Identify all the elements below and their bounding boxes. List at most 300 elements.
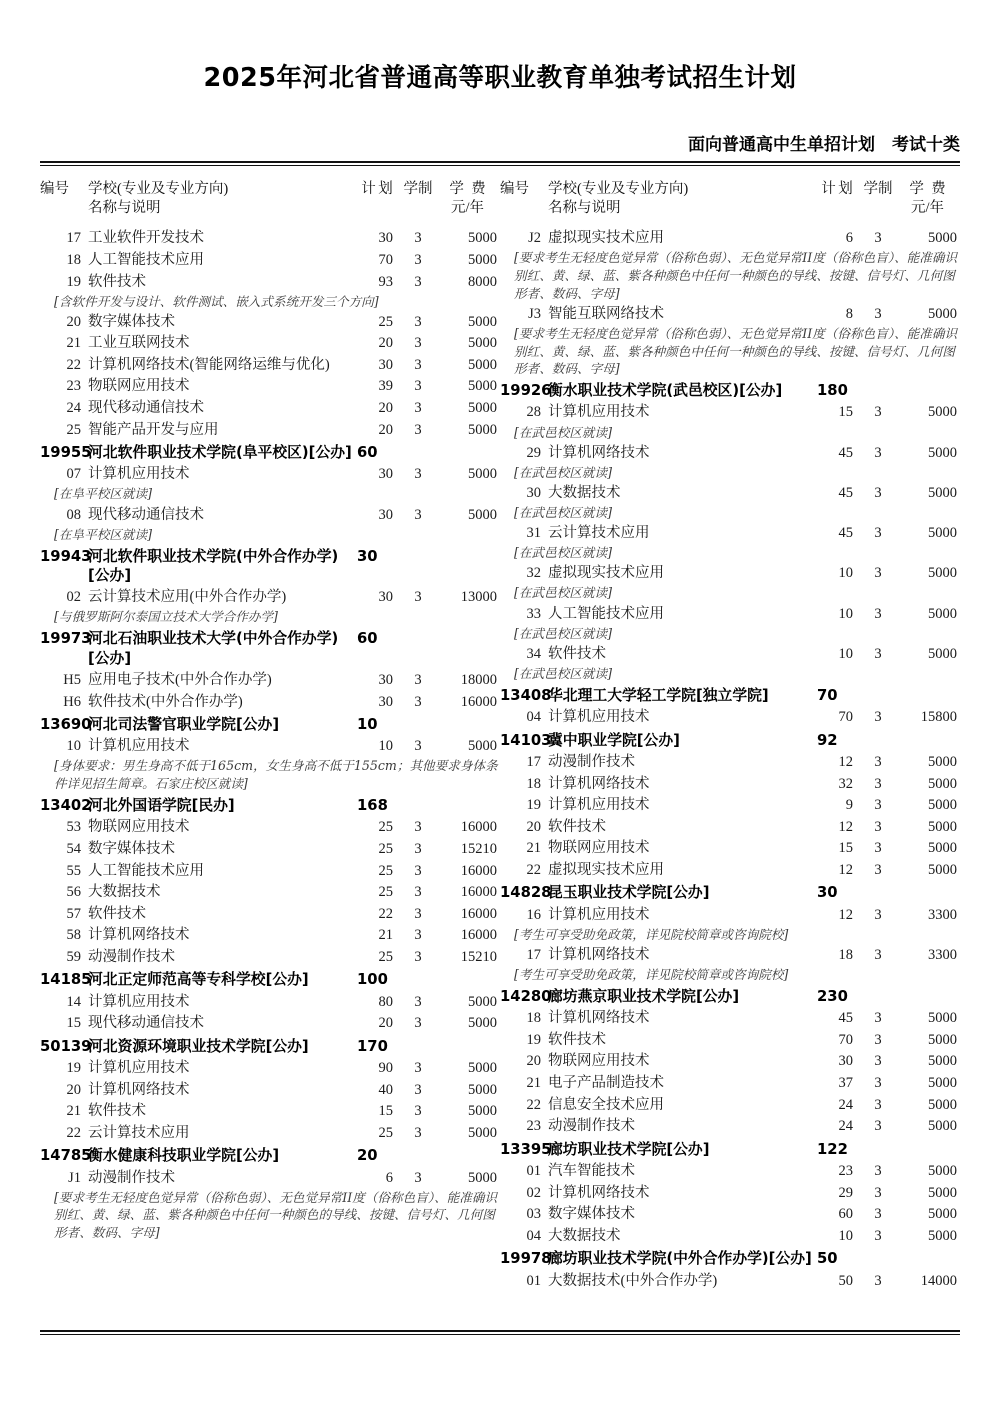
study-years: [861, 379, 895, 402]
plan-count: 9: [845, 797, 853, 814]
plan-count: 30: [378, 506, 393, 523]
major-code: 34: [526, 645, 541, 662]
tuition-fee: 5000: [468, 1169, 497, 1186]
plan-count: 20: [378, 421, 393, 438]
school-name: 昆玉职业技术学院[公办]: [548, 884, 710, 902]
major-row: [500, 707, 960, 729]
major-name: 应用电子技术(中外合作办学): [88, 671, 272, 688]
major-name: 计算机应用技术: [548, 906, 650, 923]
major-name: 云计算技术应用: [88, 1124, 190, 1141]
major-name: 计算机网络技术: [88, 1081, 190, 1098]
plan-table-left: [40, 174, 500, 1243]
major-code: 19: [66, 273, 81, 290]
tuition-fee: 5000: [928, 1227, 957, 1244]
study-years: 3: [414, 251, 422, 268]
header-name-line1: 学校(专业及专业方向): [548, 180, 689, 197]
study-years: 3: [414, 840, 422, 857]
tuition-fee: 5000: [468, 313, 497, 330]
study-years: 3: [874, 1206, 882, 1223]
tuition-fee: 5000: [468, 1060, 497, 1077]
study-years: [861, 1247, 895, 1270]
study-years: 3: [414, 1015, 422, 1032]
major-code: 29: [526, 444, 541, 461]
tuition-fee: 5000: [928, 1031, 957, 1048]
major-name: 现代移动通信技术: [88, 400, 204, 417]
major-name: 计算机应用技术: [548, 797, 650, 814]
major-row: [40, 838, 500, 860]
note-text: [在武邑校区就读]: [514, 424, 612, 440]
header-code: 编号: [40, 180, 69, 197]
tuition-fee: 5000: [468, 738, 497, 755]
tuition-fee: 16000: [460, 905, 497, 922]
header-name-line2: 名称与说明: [548, 199, 621, 216]
tuition-fee: 5000: [468, 1081, 497, 1098]
tuition-fee: 5000: [928, 861, 957, 878]
major-name: 动漫制作技术: [88, 1169, 175, 1186]
major-code: 07: [66, 466, 81, 483]
school-code: 50139: [40, 1037, 92, 1055]
major-name: 计算机网络技术: [88, 927, 190, 944]
major-code: 17: [66, 230, 81, 247]
tuition-fee: 5000: [928, 444, 957, 461]
major-row: [500, 816, 960, 838]
major-code: 01: [526, 1272, 541, 1289]
tuition-fee: 5000: [928, 230, 957, 247]
study-years: 3: [414, 1060, 422, 1077]
plan-count: 21: [378, 927, 393, 944]
study-years: 3: [414, 1169, 422, 1186]
plan-count: 8: [845, 305, 853, 322]
school-row: [500, 1247, 960, 1270]
major-row: [40, 946, 500, 968]
school-row: [40, 1144, 500, 1167]
note-row: [500, 544, 960, 563]
major-row: [500, 563, 960, 585]
major-row: [40, 333, 500, 355]
plan-rows-right: [500, 228, 960, 1292]
tuition-fee: 5000: [928, 1010, 957, 1027]
note-row: [500, 665, 960, 684]
study-years: 3: [874, 525, 882, 542]
study-years: 3: [414, 589, 422, 606]
study-years: 3: [414, 693, 422, 710]
study-years: 3: [414, 1081, 422, 1098]
major-code: 18: [526, 775, 541, 792]
header-name-line2: 名称与说明: [88, 199, 161, 216]
major-code: 19: [526, 797, 541, 814]
school-code: 19973: [40, 630, 92, 648]
major-name: 工业软件开发技术: [88, 230, 204, 247]
major-row: [500, 603, 960, 625]
major-name: 计算机应用技术: [548, 709, 650, 726]
plan-count: 30: [378, 356, 393, 373]
plan-count: 30: [838, 1053, 853, 1070]
major-name: 电子产品制造技术: [548, 1075, 664, 1092]
plan-count: 60: [838, 1206, 853, 1223]
tuition-fee: 15800: [920, 709, 957, 726]
school-code: 19943: [40, 547, 92, 565]
plan-count: 230: [817, 988, 848, 1006]
school-row: [40, 441, 500, 464]
plan-count: 30: [817, 884, 838, 902]
tuition-fee: 16000: [460, 819, 497, 836]
plan-count: 70: [378, 251, 393, 268]
major-row: [40, 991, 500, 1013]
note-row: [500, 424, 960, 443]
major-row: [500, 303, 960, 325]
plan-count: 50: [817, 1250, 838, 1268]
school-code: 19955: [40, 444, 92, 462]
footer-rule: [40, 1330, 960, 1335]
header-code: 编号: [500, 180, 529, 197]
note-text: [在武邑校区就读]: [514, 625, 612, 641]
tuition-fee: 5000: [928, 1206, 957, 1223]
major-name: 计算机应用技术: [548, 404, 650, 421]
note-row: [500, 625, 960, 644]
major-row: [500, 1008, 960, 1030]
plan-count: 24: [838, 1096, 853, 1113]
plan-count: 6: [385, 1169, 393, 1186]
major-code: 31: [526, 525, 541, 542]
plan-count: 25: [378, 840, 393, 857]
note-text: [在武邑校区就读]: [514, 665, 612, 681]
study-years: 3: [874, 444, 882, 461]
plan-count: 70: [838, 709, 853, 726]
tuition-fee: 5000: [928, 775, 957, 792]
study-years: 3: [874, 1096, 882, 1113]
major-code: 30: [526, 484, 541, 501]
study-years: 3: [874, 775, 882, 792]
school-row: [40, 1034, 500, 1057]
plan-count: 90: [378, 1060, 393, 1077]
major-name: 软件技术: [548, 1031, 606, 1048]
school-code: 19926: [500, 382, 552, 400]
study-years: 3: [874, 645, 882, 662]
tuition-fee: 5000: [928, 1053, 957, 1070]
major-row: [500, 228, 960, 250]
major-row: [40, 464, 500, 486]
school-code: 13402: [40, 797, 92, 815]
tuition-fee: 5000: [468, 1015, 497, 1032]
major-name: 数字媒体技术: [548, 1206, 635, 1223]
major-name: 计算机网络技术: [548, 444, 650, 461]
plan-count: 180: [817, 382, 848, 400]
school-name: 河北石油职业技术大学(中外合作办学)[公办]: [88, 630, 339, 667]
note-text: [考生可享受助免政策，详见院校简章或咨询院校]: [514, 926, 789, 942]
tuition-fee: 5000: [468, 421, 497, 438]
major-name: 物联网应用技术: [88, 819, 190, 836]
plan-count: 45: [838, 444, 853, 461]
table-header-row: [40, 174, 500, 228]
plan-count: 25: [378, 819, 393, 836]
major-code: 21: [526, 840, 541, 857]
tuition-fee: [895, 1247, 960, 1270]
plan-count: 10: [838, 605, 853, 622]
note-text: [在阜平校区就读]: [54, 526, 152, 542]
major-name: 软件技术: [548, 818, 606, 835]
school-name: 衡水健康科技职业学院[公办]: [88, 1147, 280, 1165]
tuition-fee: 5000: [928, 818, 957, 835]
school-name: 河北司法警官职业学院[公办]: [88, 716, 280, 734]
plan-count: 24: [838, 1118, 853, 1135]
study-years: [861, 728, 895, 751]
major-name: 软件技术: [88, 273, 146, 290]
major-row: [500, 442, 960, 464]
note-row: [500, 249, 960, 303]
major-code: 08: [66, 506, 81, 523]
study-years: 3: [874, 946, 882, 963]
header-name: [88, 174, 353, 228]
major-name: 云计算技术应用: [548, 525, 650, 542]
header-name-line1: 学校(专业及专业方向): [88, 180, 229, 197]
major-code: 24: [66, 400, 81, 417]
school-name: 河北资源环境职业技术学院[公办]: [88, 1037, 309, 1055]
study-years: 3: [874, 906, 882, 923]
major-row: [500, 1270, 960, 1292]
major-code: 20: [526, 818, 541, 835]
study-years: 3: [874, 840, 882, 857]
header-name: [548, 174, 813, 228]
major-name: 软件技术: [88, 1103, 146, 1120]
major-code: 20: [66, 1081, 81, 1098]
major-name: 动漫制作技术: [548, 753, 635, 770]
major-row: [40, 1058, 500, 1080]
study-years: [401, 627, 435, 669]
study-years: 3: [414, 819, 422, 836]
study-years: 3: [414, 273, 422, 290]
major-row: [40, 376, 500, 398]
major-code: 02: [526, 1184, 541, 1201]
plan-count: 29: [838, 1184, 853, 1201]
plan-count: 18: [838, 946, 853, 963]
school-row: [500, 985, 960, 1008]
plan-count: 25: [378, 313, 393, 330]
plan-count: 30: [378, 693, 393, 710]
study-years: [401, 1144, 435, 1167]
school-name: 冀中职业学院[公办]: [548, 731, 680, 749]
tuition-fee: 16000: [460, 693, 497, 710]
study-years: [401, 544, 435, 586]
tuition-fee: 5000: [468, 506, 497, 523]
tuition-fee: 5000: [928, 1118, 957, 1135]
plan-rows-left: [40, 228, 500, 1243]
major-name: 计算机应用技术: [88, 738, 190, 755]
tuition-fee: 5000: [468, 356, 497, 373]
study-years: [401, 968, 435, 991]
school-name: 廊坊职业技术学院[公办]: [548, 1140, 710, 1158]
note-row: [40, 293, 500, 312]
major-row: [500, 1094, 960, 1116]
major-name: 数字媒体技术: [88, 840, 175, 857]
school-code: 14185: [40, 971, 92, 989]
study-years: 3: [414, 993, 422, 1010]
tuition-fee: 5000: [468, 466, 497, 483]
study-years: 3: [414, 948, 422, 965]
major-code: 19: [66, 1060, 81, 1077]
plan-count: 70: [838, 1031, 853, 1048]
study-years: 3: [874, 404, 882, 421]
school-row: [500, 379, 960, 402]
plan-count: 25: [378, 1124, 393, 1141]
tuition-fee: 5000: [928, 484, 957, 501]
study-years: 3: [874, 861, 882, 878]
study-years: 3: [414, 356, 422, 373]
study-years: 3: [874, 484, 882, 501]
plan-count: 25: [378, 862, 393, 879]
major-row: [40, 311, 500, 333]
plan-count: 25: [378, 884, 393, 901]
study-years: 3: [874, 709, 882, 726]
tuition-fee: [435, 441, 500, 464]
tuition-fee: 5000: [928, 525, 957, 542]
major-name: 计算机网络技术(智能网络运维与优化): [88, 356, 330, 373]
plan-count: 45: [838, 525, 853, 542]
plan-count: 50: [838, 1272, 853, 1289]
study-years: 3: [874, 818, 882, 835]
plan-count: 15: [838, 404, 853, 421]
major-name: 工业互联网技术: [88, 335, 190, 352]
tuition-fee: 15210: [460, 948, 497, 965]
note-row: [40, 526, 500, 545]
major-row: [500, 402, 960, 424]
tuition-fee: 5000: [928, 1184, 957, 1201]
tuition-fee: [435, 1144, 500, 1167]
major-code: 04: [526, 1227, 541, 1244]
tuition-fee: 5000: [468, 993, 497, 1010]
major-name: 信息安全技术应用: [548, 1096, 664, 1113]
school-code: 14103: [500, 731, 552, 749]
header-years: 学制: [863, 180, 893, 197]
plan-subtitle: 面向普通高中生单招计划 考试十类: [688, 135, 960, 155]
study-years: 3: [414, 378, 422, 395]
major-code: 17: [526, 753, 541, 770]
header-fee-line1: 学 费: [449, 180, 486, 197]
study-years: 3: [874, 1031, 882, 1048]
plan-count: 30: [378, 466, 393, 483]
major-row: [500, 1029, 960, 1051]
tuition-fee: [895, 683, 960, 706]
major-row: [40, 504, 500, 526]
tuition-fee: 13000: [460, 589, 497, 606]
note-text: [要求考生无轻度色觉异常（俗称色弱）、无色觉异常II度（俗称色盲）、能准确识别红、黄、绿、蓝、紫各种颜色中任何一种颜色的导线、按键、信号灯、几何图形者、数码、字母]: [54, 1189, 498, 1240]
major-name: 计算机网络技术: [548, 1184, 650, 1201]
study-years: [861, 683, 895, 706]
school-row: [40, 713, 500, 736]
tuition-fee: 5000: [928, 565, 957, 582]
major-code: 03: [526, 1206, 541, 1223]
major-row: [500, 1225, 960, 1247]
tuition-fee: [895, 379, 960, 402]
major-name: 计算机应用技术: [88, 466, 190, 483]
plan-count: 20: [378, 335, 393, 352]
school-name: 河北软件职业技术学院(中外合作办学)[公办]: [88, 547, 339, 585]
major-code: 14: [66, 993, 81, 1010]
study-years: 3: [414, 905, 422, 922]
plan-count: 92: [817, 731, 838, 749]
major-name: 动漫制作技术: [88, 948, 175, 965]
major-code: 20: [66, 313, 81, 330]
school-name: 衡水职业技术学院(武邑校区)[公办]: [548, 382, 783, 400]
left-column: [40, 174, 500, 1292]
major-row: [500, 944, 960, 966]
major-row: [40, 587, 500, 609]
plan-count: 22: [378, 905, 393, 922]
plan-count: 25: [378, 948, 393, 965]
major-name: 大数据技术(中外合作办学): [548, 1272, 718, 1289]
plan-count: 93: [378, 273, 393, 290]
study-years: 3: [414, 230, 422, 247]
school-name: 廊坊职业技术学院(中外合作办学)[公办]: [548, 1250, 812, 1268]
note-row: [500, 504, 960, 523]
major-code: 18: [526, 1010, 541, 1027]
plan-count: 20: [357, 1147, 378, 1165]
major-code: 02: [66, 589, 81, 606]
major-code: 53: [66, 819, 81, 836]
plan-count: 10: [838, 645, 853, 662]
plan-count: 30: [378, 671, 393, 688]
plan-count: 30: [357, 547, 378, 565]
study-years: [401, 441, 435, 464]
major-name: 计算机网络技术: [548, 775, 650, 792]
tuition-fee: [895, 728, 960, 751]
plan-count: 60: [357, 630, 378, 648]
plan-count: 10: [838, 1227, 853, 1244]
plan-count: 39: [378, 378, 393, 395]
note-row: [500, 464, 960, 483]
major-row: [500, 1073, 960, 1095]
tuition-fee: 18000: [460, 671, 497, 688]
major-row: [40, 736, 500, 758]
study-years: 3: [874, 1227, 882, 1244]
note-text: [身体要求：男生身高不低于165cm，女生身高不低于155cm；其他要求身体条件详见招生简章。石家庄校区就读]: [54, 758, 498, 792]
major-row: [40, 817, 500, 839]
study-years: 3: [414, 671, 422, 688]
major-row: [40, 354, 500, 376]
major-row: [500, 482, 960, 504]
tuition-fee: 16000: [460, 862, 497, 879]
study-years: 3: [874, 753, 882, 770]
tuition-fee: 8000: [468, 273, 497, 290]
tuition-fee: 3300: [928, 946, 957, 963]
major-code: 16: [526, 906, 541, 923]
major-row: [40, 419, 500, 441]
tuition-fee: 3300: [928, 906, 957, 923]
plan-count: 170: [357, 1037, 388, 1055]
study-years: 3: [414, 313, 422, 330]
major-code: 22: [526, 861, 541, 878]
major-code: 23: [526, 1118, 541, 1135]
tuition-fee: [895, 881, 960, 904]
study-years: 3: [874, 1184, 882, 1201]
major-row: [500, 523, 960, 545]
tuition-fee: [435, 968, 500, 991]
study-years: [861, 881, 895, 904]
school-row: [40, 544, 500, 586]
major-code: 57: [66, 905, 81, 922]
major-code: H5: [63, 671, 81, 688]
note-text: [与俄罗斯阿尔泰国立技术大学合作办学]: [54, 609, 278, 625]
major-row: [500, 751, 960, 773]
header-plan: 计 划: [361, 180, 393, 197]
plan-count: 10: [838, 565, 853, 582]
note-text: [在武邑校区就读]: [514, 504, 612, 520]
study-years: 3: [874, 230, 882, 247]
major-name: 软件技术: [88, 905, 146, 922]
plan-count: 20: [378, 400, 393, 417]
tuition-fee: 5000: [468, 251, 497, 268]
major-row: [40, 1167, 500, 1189]
plan-count: 23: [838, 1163, 853, 1179]
